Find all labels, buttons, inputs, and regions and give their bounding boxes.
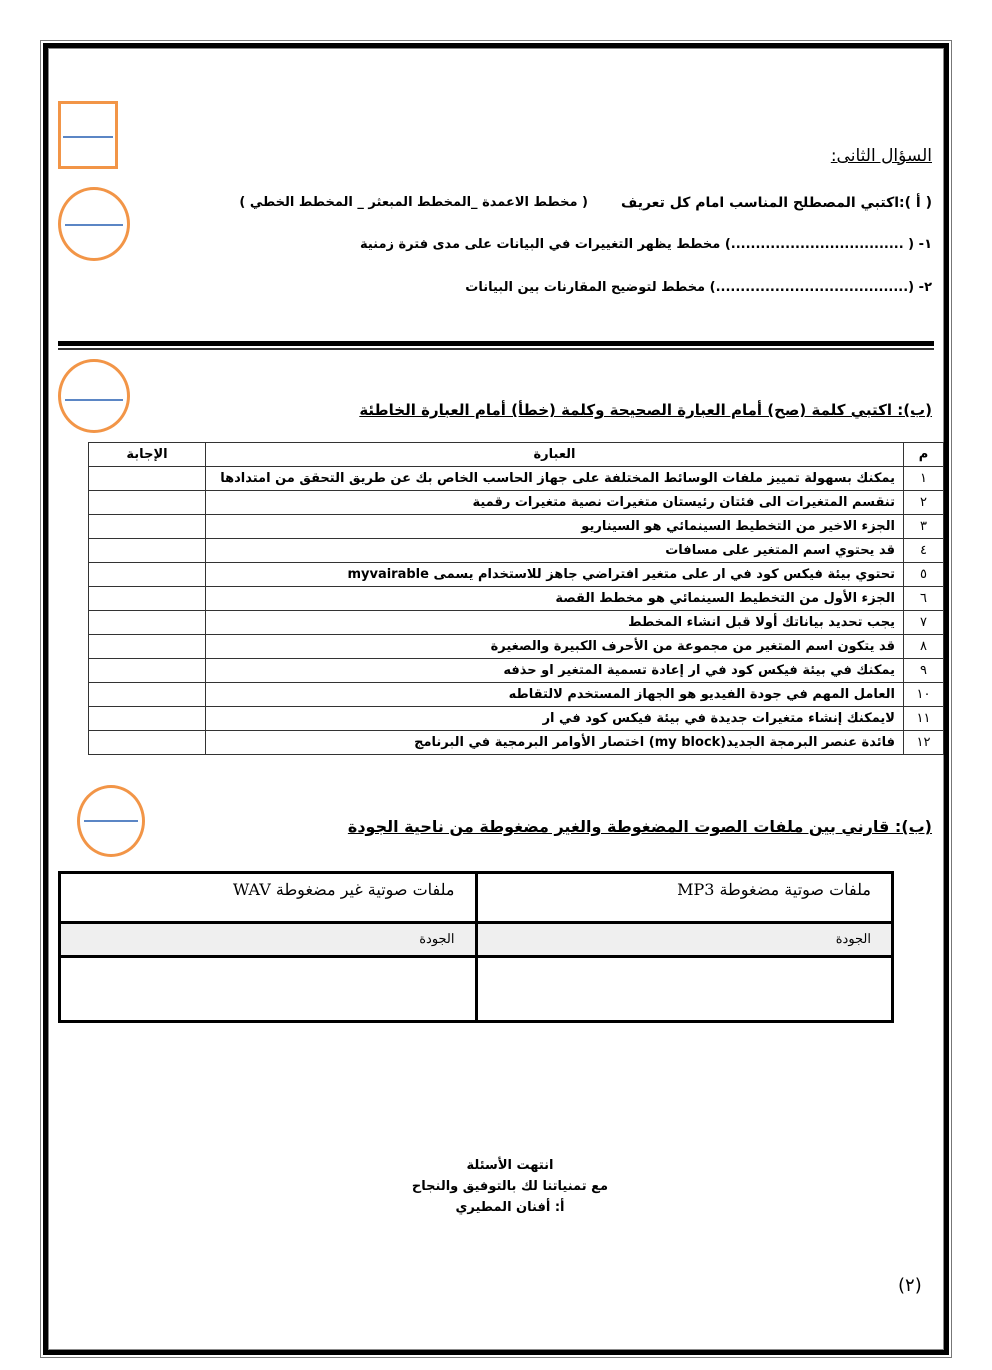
answer-cell[interactable] xyxy=(89,515,206,539)
table-row xyxy=(89,587,944,611)
footer-end-text: انتهت الأسئلة xyxy=(466,1158,554,1173)
answer-cell[interactable] xyxy=(89,731,206,755)
answer-cell[interactable] xyxy=(89,707,206,731)
table-row xyxy=(89,539,944,563)
answer-cell[interactable] xyxy=(89,635,206,659)
wav-answer-cell[interactable] xyxy=(60,957,477,1022)
grade-circle-icon xyxy=(77,785,145,857)
table-row xyxy=(89,515,944,539)
answer-cell[interactable] xyxy=(89,539,206,563)
row-num: ٦ xyxy=(904,587,944,611)
row-num: ٩ xyxy=(904,659,944,683)
row-statement: قد يتكون اسم المتغير من مجموعة من الأحرف الكبيرة والصغيرة xyxy=(206,635,904,659)
answer-blank[interactable]: ( ...................................) xyxy=(724,237,915,252)
table-row xyxy=(89,659,944,683)
row-statement: الجزء الاخير من التخطيط السينمائي هو السيناريو xyxy=(206,515,904,539)
row-num: ١ xyxy=(904,467,944,491)
comparison-answer-row xyxy=(60,957,893,1022)
part-a-options: ( مخطط الاعمدة _المخطط المبعثر _ المخطط الخطي ) xyxy=(239,195,588,210)
row-statement: يجب تحديد بياناتك أولا قبل انشاء المخطط xyxy=(206,611,904,635)
part-b-instruction: (ب): اكتبي كلمة (صح) أمام العبارة الصحيحة وكلمة (خطأ) أمام العبارة الخاطئة xyxy=(359,401,932,419)
item-text: مخطط لتوضيح المقارنات بين البيانات xyxy=(465,280,706,295)
row-statement: تنقسم المتغيرات الى فئتان رئيستان متغيرات نصية متغيرات رقمية xyxy=(206,491,904,515)
header-statement: العبارة xyxy=(206,443,904,467)
table-row xyxy=(89,467,944,491)
row-num: ١٠ xyxy=(904,683,944,707)
header-num: م xyxy=(904,443,944,467)
mp3-answer-cell[interactable] xyxy=(476,957,893,1022)
answer-cell[interactable] xyxy=(89,611,206,635)
footer xyxy=(380,1155,640,1218)
row-statement: يمكنك بسهولة تمييز ملفات الوسائط المختلفة على جهاز الحاسب الخاص بك عن طريق التحقق من امتدادها xyxy=(206,467,904,491)
footer-wishes-text: مع تمنياتنا لك بالتوفيق والنجاح xyxy=(411,1179,609,1194)
footer-teacher-name: أ: أفنان المطيري xyxy=(455,1200,565,1215)
part-a-item-1 xyxy=(360,237,932,252)
answer-cell[interactable] xyxy=(89,659,206,683)
wav-quality-label: الجودة xyxy=(60,923,477,957)
grade-line xyxy=(65,224,123,226)
row-num: ٧ xyxy=(904,611,944,635)
row-statement: العامل المهم في جودة الفيديو هو الجهاز المستخدم لالتقاطه xyxy=(206,683,904,707)
item-text: مخطط يظهر التغييرات في البيانات على مدى فترة زمنية xyxy=(359,237,721,252)
table-header-row xyxy=(89,443,944,467)
section-divider-thin xyxy=(58,348,934,350)
table-row xyxy=(89,635,944,659)
grade-circle-icon xyxy=(58,187,130,261)
answer-blank[interactable]: (.......................................) xyxy=(709,280,915,295)
section-divider xyxy=(58,341,934,346)
row-num: ٣ xyxy=(904,515,944,539)
header-answer: الإجابة xyxy=(89,443,206,467)
row-num: ٥ xyxy=(904,563,944,587)
row-num: ١١ xyxy=(904,707,944,731)
comparison-sub-row xyxy=(60,923,893,957)
grade-line xyxy=(84,820,138,822)
page-number: (٢) xyxy=(898,1275,922,1296)
answer-cell[interactable] xyxy=(89,587,206,611)
mp3-quality-label: الجودة xyxy=(476,923,893,957)
table-row xyxy=(89,563,944,587)
table-row xyxy=(89,683,944,707)
grade-circle-icon xyxy=(58,359,130,433)
answer-cell[interactable] xyxy=(89,491,206,515)
row-statement: لايمكنك إنشاء متغيرات جديدة في بيئة فيكس كود في ار xyxy=(206,707,904,731)
grade-box-icon xyxy=(58,101,118,169)
part-a-item-2 xyxy=(465,280,932,295)
grade-line xyxy=(65,399,123,401)
comparison-header-row xyxy=(60,873,893,923)
grade-line xyxy=(63,136,113,138)
table-row xyxy=(89,707,944,731)
true-false-table xyxy=(88,442,944,755)
answer-cell[interactable] xyxy=(89,683,206,707)
item-number: ١- xyxy=(918,237,932,252)
row-statement: الجزء الأول من التخطيط السينمائي هو مخطط القصة xyxy=(206,587,904,611)
row-num: ١٢ xyxy=(904,731,944,755)
row-num: ٨ xyxy=(904,635,944,659)
row-statement: تحتوي بيئة فيكس كود في ار على متغير افتراضي جاهز للاستخدام يسمى myvairable xyxy=(206,563,904,587)
audio-comparison-table xyxy=(58,871,894,1023)
table-row xyxy=(89,491,944,515)
question-title: السؤال الثانى: xyxy=(830,146,932,166)
part-a-instruction: ( أ ):اكتبي المصطلح المناسب امام كل تعريف xyxy=(621,195,932,211)
item-number: ٢- xyxy=(918,280,932,295)
row-statement: قد يحتوي اسم المتغير على مسافات xyxy=(206,539,904,563)
wav-header: ملفات صوتية غير مضغوطة WAV xyxy=(60,873,477,923)
answer-cell[interactable] xyxy=(89,467,206,491)
table-row xyxy=(89,731,944,755)
row-statement: يمكنك في بيئة فيكس كود في ار إعادة تسمية المتغير او حذفه xyxy=(206,659,904,683)
answer-cell[interactable] xyxy=(89,563,206,587)
row-num: ٢ xyxy=(904,491,944,515)
row-statement: فائدة عنصر البرمجة الجديد(my block) اختصار الأوامر البرمجية في البرنامج xyxy=(206,731,904,755)
part-c-instruction: (ب): قارني بين ملفات الصوت المضغوطة والغير مضغوطة من ناحية الجودة xyxy=(347,817,932,836)
mp3-header: ملفات صوتية مضغوطة MP3 xyxy=(476,873,893,923)
row-num: ٤ xyxy=(904,539,944,563)
table-row xyxy=(89,611,944,635)
